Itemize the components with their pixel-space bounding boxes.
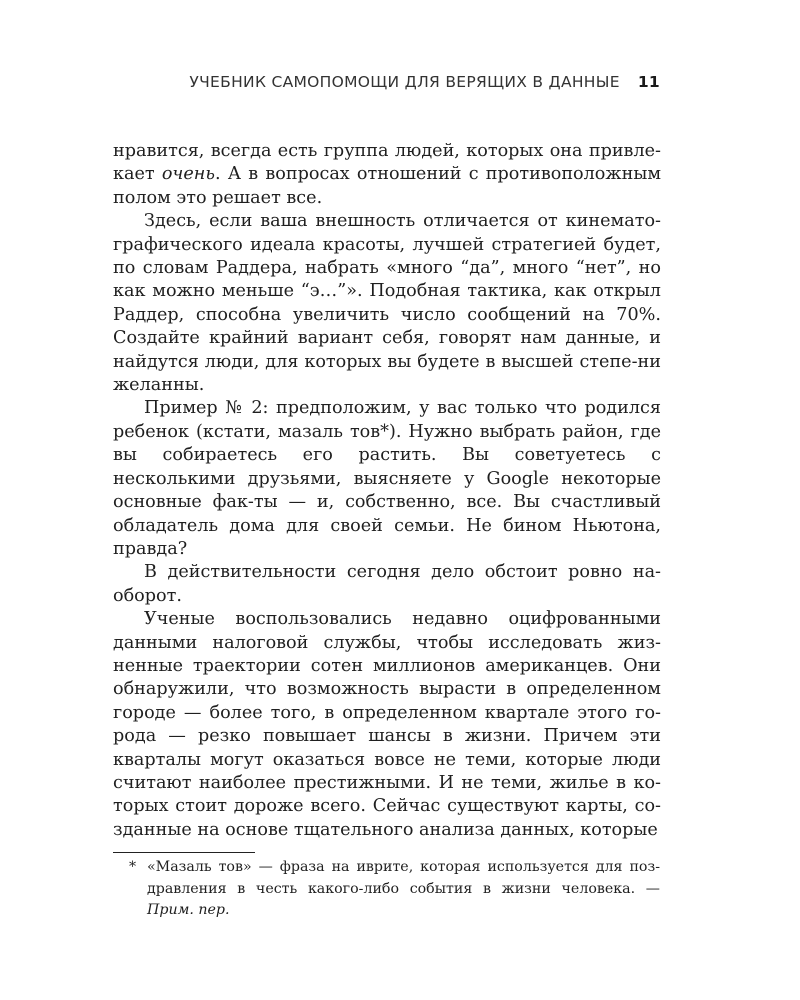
paragraph-3: Пример № 2: предположим, у вас только что родился ребенок (кстати, мазаль тов*). Нужно выбрать район, где вы собираетесь его растить. Вы советуетесь с несколькими друзьями, выясняете у Google некоторые основные фак-ты — и, собственно, все. Вы счастливый обладатель дома для своей семьи. Не бином Ньютона, правда? [113, 398, 661, 559]
paragraph-1 [113, 140, 661, 210]
paragraph-1-emphasis: очень [161, 164, 215, 185]
page-number: 11 [637, 73, 660, 91]
paragraph-2: Здесь, если ваша внешность отличается от кинемато-графического идеала красоты, лучшей стратегией будет, по словам Раддера, набрать «много “да”, много “нет”, но как можно меньше “э…”». Подобная тактика, как открыл Раддер, способна увеличить число сообщений на 70%. Создайте крайний вариант себя, говорят нам данные, и найдутся люди, для которых вы будете в высшей степе-ни желанны. [113, 211, 661, 396]
footnote-note-label: Прим. пер. [147, 902, 230, 918]
paragraph-5: Ученые воспользовались недавно оцифрованными данными налоговой службы, чтобы исследовать жиз-ненные траектории сотен миллионов американцев. Они обнаружили, что возможность вырасти в определенном городе — более того, в определенном квартале этого го-рода — резко повышает шансы в жизни. Причем эти кварталы могут оказаться вовсе не теми, которые люди считают наиболее престижными. И не теми, жилье в ко-торых стоит дороже всего. Сейчас существуют карты, со-зданные на основе тщательного анализа данных, которые [113, 609, 661, 840]
book-title: УЧЕБНИК САМОПОМОЩИ ДЛЯ ВЕРЯЩИХ В ДАННЫЕ [189, 73, 620, 91]
body-text [113, 140, 661, 842]
running-header [150, 73, 660, 91]
paragraph-1-part-a: нравится, всегда есть группа людей, которых она привле-кает [113, 141, 661, 185]
footnote-text: «Мазаль тов» — фраза на иврите, которая используется для поз-дравления в честь какого-либо события в жизни человека. — [147, 859, 660, 897]
paragraph-4: В действительности сегодня дело обстоит ровно на-оборот. [113, 562, 661, 606]
footnote [129, 857, 660, 922]
paragraph-1-part-b: . А в вопросах отношений с противоположным полом это решает все. [113, 164, 662, 208]
footnote-divider [113, 852, 255, 853]
footnote-marker: * [129, 859, 137, 875]
